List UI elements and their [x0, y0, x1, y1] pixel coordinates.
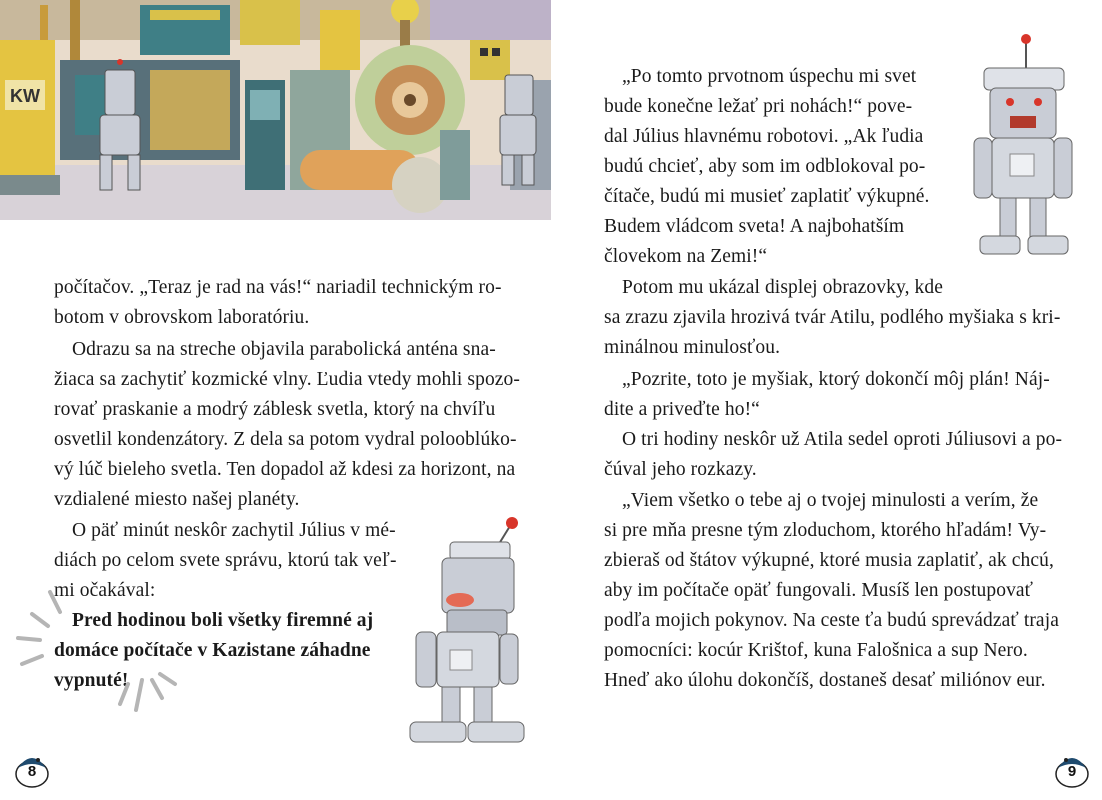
- text-line: čítače, budú mi musieť zaplatiť výkupné.: [604, 186, 930, 207]
- spark-lines-icon: [10, 580, 180, 730]
- text-line: sa zrazu zjavila hrozivá tvár Atilu, podlého myšiaka s kri-: [604, 307, 1061, 328]
- laboratory-scene: [0, 0, 551, 220]
- text-line: podľa mojich pokynov. Na ceste ťa budú sprevádzať traja: [604, 610, 1059, 631]
- text-line: „Po tomto prvotnom úspechu mi svet: [622, 66, 917, 87]
- page-number: 9: [1067, 763, 1077, 780]
- text-line: vzdialené miesto našej planéty.: [54, 489, 300, 510]
- text-line: „Viem všetko o tebe aj o tvojej minulosti a verím, že: [622, 490, 1039, 511]
- text-line: O tri hodiny neskôr už Atila sedel oproti Júliusovi a po-: [622, 429, 1063, 450]
- headline-line: Pred hodinou boli všetky firemné aj: [72, 610, 374, 631]
- text-line: pomocníci: kocúr Krištof, kuna Falošnica a sup Nero.: [604, 640, 1028, 661]
- text-line: budú chcieť, aby som im odblokoval po-: [604, 156, 926, 177]
- text-line: O päť minút neskôr zachytil Július v mé-: [72, 520, 396, 541]
- text-line: diách po celom svete správu, ktorú tak veľ-: [54, 550, 397, 571]
- text-line: Odrazu sa na streche objavila parabolická anténa sna-: [72, 339, 496, 360]
- text-line: botom v obrovskom laboratóriu.: [54, 307, 310, 328]
- text-line: zbieraš od štátov výkupné, ktoré musia zaplatiť, ak chcú,: [604, 550, 1054, 571]
- robot-icon: [402, 512, 532, 752]
- robot-icon: [966, 30, 1078, 262]
- text-line: „Pozrite, toto je myšiak, ktorý dokončí môj plán! Náj-: [622, 369, 1050, 390]
- text-line: bude konečne ležať pri nohách!“ pove-: [604, 96, 913, 117]
- headline-line: vypnuté!: [54, 670, 129, 691]
- text-line: Potom mu ukázal displej obrazovky, kde: [622, 277, 943, 298]
- text-line: Budem vládcom sveta! A najbohatším: [604, 216, 905, 237]
- text-line: čúval jeho rozkazy.: [604, 459, 757, 480]
- page-number: 8: [27, 763, 37, 780]
- laboratory-illustration: [0, 0, 551, 220]
- text-line: aby im počítače opäť fungovali. Musíš len postupovať: [604, 580, 1034, 601]
- headline-line: domáce počítače v Kazistane záhadne: [54, 640, 371, 661]
- text-line: rovať praskanie a modrý záblesk svetla, ktorý na chvíľu: [54, 399, 496, 420]
- page-number-left: [12, 748, 52, 788]
- text-line: dal Július hlavnému robotovi. „Ak ľudia: [604, 126, 924, 147]
- page-number-right: [1052, 748, 1092, 788]
- text-line: človekom na Zemi!“: [604, 246, 768, 267]
- machine-sign: KW: [10, 86, 40, 106]
- text-line: minálnou minulosťou.: [604, 337, 781, 358]
- text-line: dite a priveďte ho!“: [604, 399, 760, 420]
- text-line: mi očakával:: [54, 580, 156, 601]
- text-line: vý lúč bieleho svetla. Ten dopadol až kdesi za horizont, na: [54, 459, 516, 480]
- text-line: počítačov. „Teraz je rad na vás!“ nariadil technickým ro-: [54, 277, 502, 298]
- text-line: osvetlil kondenzátory. Z dela sa potom vydral polooblúko-: [54, 429, 517, 450]
- text-line: si pre mňa presne tým zloduchom, ktorého hľadám! Vy-: [604, 520, 1047, 541]
- text-line: Hneď ako úlohu dokončíš, dostaneš desať miliónov eur.: [604, 670, 1046, 691]
- text-line: žiaca sa zachytiť kozmické vlny. Ľudia vtedy mohli spozo-: [54, 369, 520, 390]
